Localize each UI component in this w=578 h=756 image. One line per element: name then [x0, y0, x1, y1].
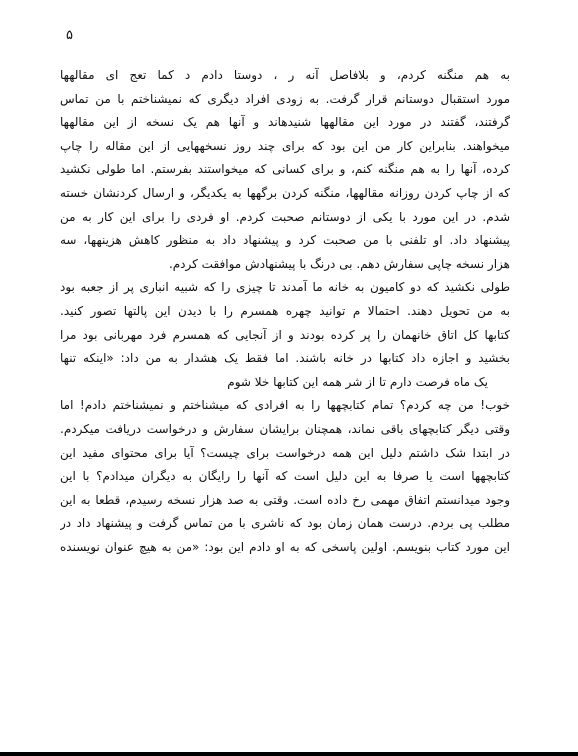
text-line: در ابتدا شک داشتم دلیل این همه درخواست برای چیست؟ آیا برای محتوای مفید این [60, 445, 510, 460]
text-line: این مورد کتاب بنویسم. اولین پاسخی که به او دادم این بود: «من به هیچ عنوان نویسنده [60, 539, 510, 554]
text-line: وجود میدانستم اتفاق مهمی رخ داده است. وقتی به صد هزار نسخه رسیدم، قطعا به این [60, 492, 510, 507]
text-line: یک ماه فرصت دارم تا از شر همه این کتابها خلا شوم [227, 374, 488, 389]
text-line: به هم منگنه کردم، و بلافاصل آنه ر ، دوستا دادم د کما تعج ای مقالهها [60, 68, 510, 82]
text-line: کتابچهها است یا صرفا به این دلیل است که آنها را رایگان به دیگران میدادم؟ با این [60, 469, 510, 484]
text-line: شدم. در این مورد با یکی از دوستانم صحبت کردم. او فردی را برای این کار به من [60, 209, 510, 224]
text-line: خوب! من چه کردم؟ تمام کتابچهها را به افرادی که میشناختم و نمیشناختم دادم! اما [60, 398, 510, 413]
page-number: ۵ [66, 28, 73, 43]
text-line: بخشید و اجازه داد کتابها در خانه باشند. اما فقط یک هشدار به من داد: «اینکه تنها [60, 351, 510, 366]
page-bottom-border [0, 752, 578, 756]
text-line: کرده، آنها را به هم منگنه کنم، و برای کسانی که میخواستند بفرستم. اما طولی نکشید [60, 162, 510, 177]
text-line: که از چاپ کردن روزانه مقالهها، منگنه کردن برگهها به یکدیگر، و ارسال کردنشان خسته [60, 185, 510, 200]
text-line: گرفتند، گفتند در مورد این مقالهها شنیدهاند و آنها هم یک نسخه از این مقالهها [60, 115, 510, 130]
text-line: هزار نسخه چاپی سفارش دهم. بی درنگ با پیشنهادش موافقت کردم. [168, 256, 510, 271]
text-line: پیشنهاد داد. او تلفنی با من صحبت کرد و پیشنهاد داد به منظور کاهش هزینهها، سه [60, 233, 510, 248]
text-line: وقتی دیگر کتابچهای باقی نماند، همچنان برایشان سفارش و درخواست دریافت میکردم. [60, 421, 510, 436]
text-line: کتابها کل اتاق خانهمان را پر کرده بودند و از آنجایی که همسرم فرد مهربانی بود مرا [60, 327, 510, 342]
text-line: طولی نکشید که دو کامیون به خانه ما آمدند تا چیزی را که شبیه انباری پر از جعبه بود [60, 280, 510, 295]
text-line: میخواهند. بنابراین کار من این بود که برای چند روز نسخههایی از این مقاله را چاپ [60, 138, 510, 153]
text-line: به من تحویل دهند. احتمالا م توانید چهره همسرم را با دیدن این پالتها تصور کنید. [60, 303, 510, 318]
body-text [60, 64, 510, 559]
text-line: مطلب پی بردم. درست همان زمان بود که ناشری با من تماس گرفت و پیشنهاد داد در [60, 516, 510, 531]
text-line: مورد استقبال دوستانم قرار گرفت. به زودی افراد دیگری که نمیشناختم با من تماس [60, 91, 510, 106]
